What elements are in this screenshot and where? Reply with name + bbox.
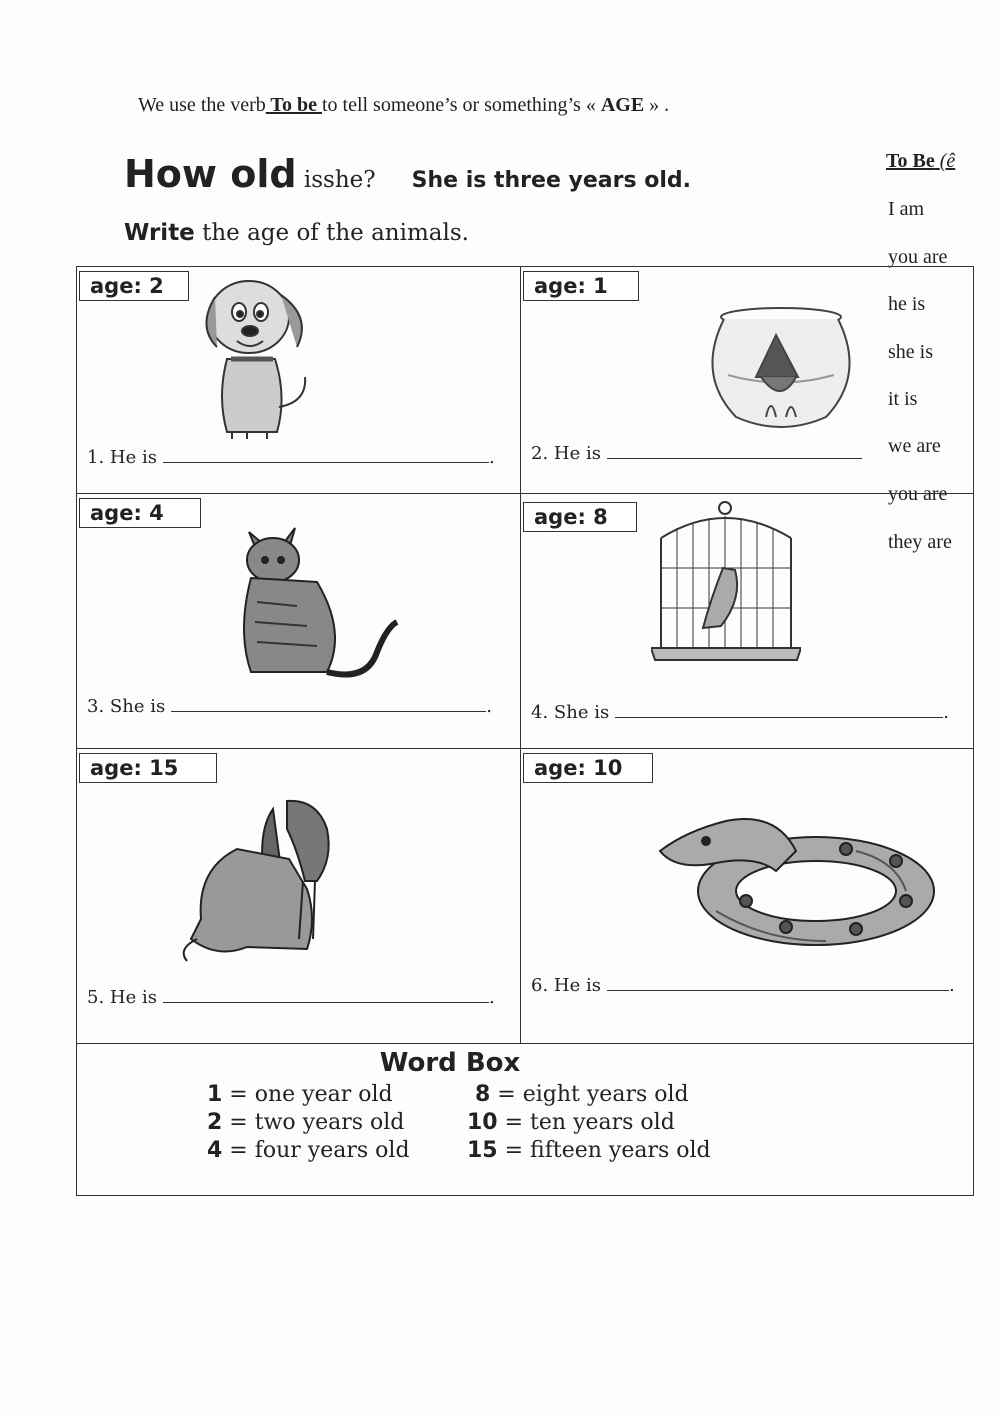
- word-box-entry: 1 = one year old: [207, 1082, 393, 1107]
- sentence-line: [531, 443, 862, 464]
- sentence-prompt: 2. He is: [531, 443, 601, 464]
- snake-icon: [656, 791, 936, 951]
- how-old-heading: How old: [124, 152, 297, 196]
- word-box-entry: 2 = two years old: [207, 1110, 405, 1135]
- exercise-cell-6: [520, 748, 974, 1044]
- dog-icon: [187, 267, 327, 447]
- answer-blank[interactable]: [607, 444, 862, 459]
- to-be-conjugation: [886, 150, 1000, 553]
- sentence-line: 6. He is .: [531, 975, 955, 996]
- exercise-cell-3: [76, 493, 521, 749]
- age-label: age: 2: [79, 271, 189, 301]
- instruction-rest: the age of the animals.: [194, 220, 469, 246]
- intro-sentence: [138, 94, 669, 117]
- age-label: age: 4: [79, 498, 201, 528]
- intro-before: We use the verb: [138, 94, 266, 116]
- intro-after: » .: [644, 94, 670, 116]
- sentence-prompt: 1. He is: [87, 447, 157, 468]
- instruction-bold: Write: [124, 220, 195, 246]
- word-box-title: Word Box: [379, 1048, 521, 1078]
- sentence-line: 1. He is .: [87, 447, 495, 468]
- old-dog-icon: [177, 789, 347, 969]
- exercise-grid: [76, 266, 974, 1196]
- conjugation-row: we are: [888, 435, 941, 457]
- sentence-prompt: 6. He is: [531, 975, 601, 996]
- age-label: age: 10: [523, 753, 653, 783]
- sentence-line: 4. She is .: [531, 702, 949, 723]
- heading-question: isshe?: [296, 167, 376, 193]
- heading-answer: She is three years old.: [411, 168, 691, 193]
- word-box-entry: 8 = eight years old: [475, 1082, 689, 1107]
- answer-blank[interactable]: [607, 976, 949, 991]
- exercise-cell-4: [520, 493, 974, 749]
- birdcage-icon: [651, 498, 801, 674]
- answer-blank[interactable]: [163, 448, 489, 463]
- page-title: [124, 152, 691, 196]
- conjugation-title: To Be (ê: [886, 150, 956, 172]
- answer-blank[interactable]: [171, 697, 486, 712]
- answer-blank[interactable]: [163, 988, 489, 1003]
- word-box: [76, 1043, 974, 1196]
- conjugation-row: he is: [888, 293, 926, 315]
- conjugation-row: they are: [888, 531, 952, 553]
- sentence-prompt: 5. He is: [87, 987, 157, 1008]
- conjugation-row: she is: [888, 341, 933, 363]
- fishbowl-icon: [706, 305, 856, 435]
- age-label: age: 15: [79, 753, 217, 783]
- sentence-prompt: 4. She is: [531, 702, 610, 723]
- conjugation-row: you are: [888, 483, 948, 505]
- sentence-prompt: 3. She is: [87, 696, 166, 717]
- conjugation-row: it is: [888, 388, 918, 410]
- age-label: age: 1: [523, 271, 639, 301]
- word-box-entry: 4 = four years old: [207, 1138, 410, 1163]
- instruction: [124, 220, 469, 246]
- exercise-cell-5: [76, 748, 521, 1044]
- sentence-line: 3. She is .: [87, 696, 492, 717]
- answer-blank[interactable]: [615, 703, 943, 718]
- conjugation-row: I am: [888, 198, 925, 220]
- exercise-cell-2: [520, 266, 974, 494]
- conjugation-row: you are: [888, 246, 948, 268]
- word-box-entry: 15 = fifteen years old: [467, 1138, 711, 1163]
- intro-middle: to tell someone’s or something’s «: [321, 94, 601, 116]
- intro-verb: To be: [265, 94, 322, 116]
- exercise-cell-1: [76, 266, 521, 494]
- intro-age-word: AGE: [600, 94, 645, 116]
- word-box-entry: 10 = ten years old: [467, 1110, 675, 1135]
- sentence-line: 5. He is .: [87, 987, 495, 1008]
- cat-icon: [237, 522, 407, 692]
- age-label: age: 8: [523, 502, 637, 532]
